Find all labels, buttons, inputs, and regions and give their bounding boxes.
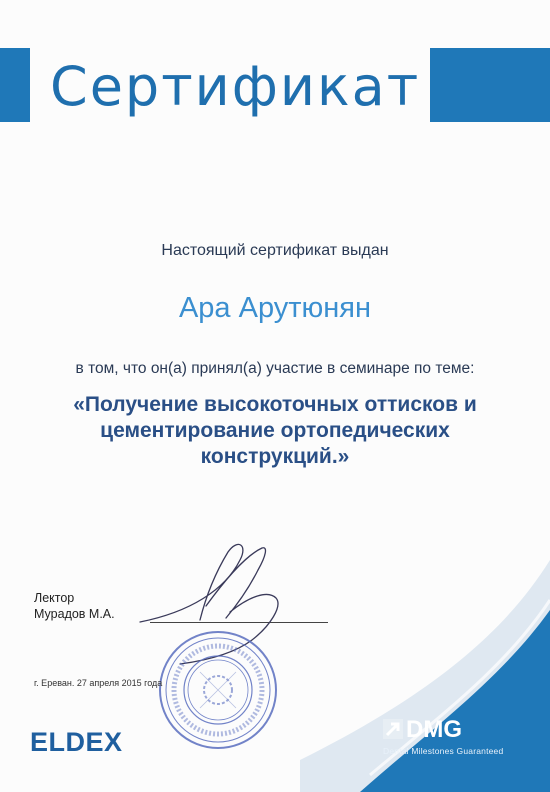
topic-line: «Получение высокоточных оттисков и [73,393,477,416]
issued-text: Настоящий сертификат выдан [161,242,389,259]
seminar-subject-text: в том, что он(а) принял(а) участие в семинаре по теме: [75,360,475,377]
lecturer-name: Мурадов М.А. [34,607,115,621]
dmg-logo-text: DMG [406,716,462,743]
eldex-logo: ELDEX [30,727,123,757]
place-date: г. Ереван. 27 апреля 2015 года [34,678,163,688]
dmg-arrow-icon [383,719,403,739]
certificate-title: Сертификат [50,55,421,118]
recipient-name: Ара Арутюнян [178,292,372,324]
topic-line: конструкций.» [200,445,350,468]
dmg-tagline: Dental Milestones Guaranteed [383,746,504,756]
dmg-logo [383,716,462,744]
lecturer-label: Лектор [34,591,75,605]
topic-line: цементирование ортопедических [100,419,450,442]
